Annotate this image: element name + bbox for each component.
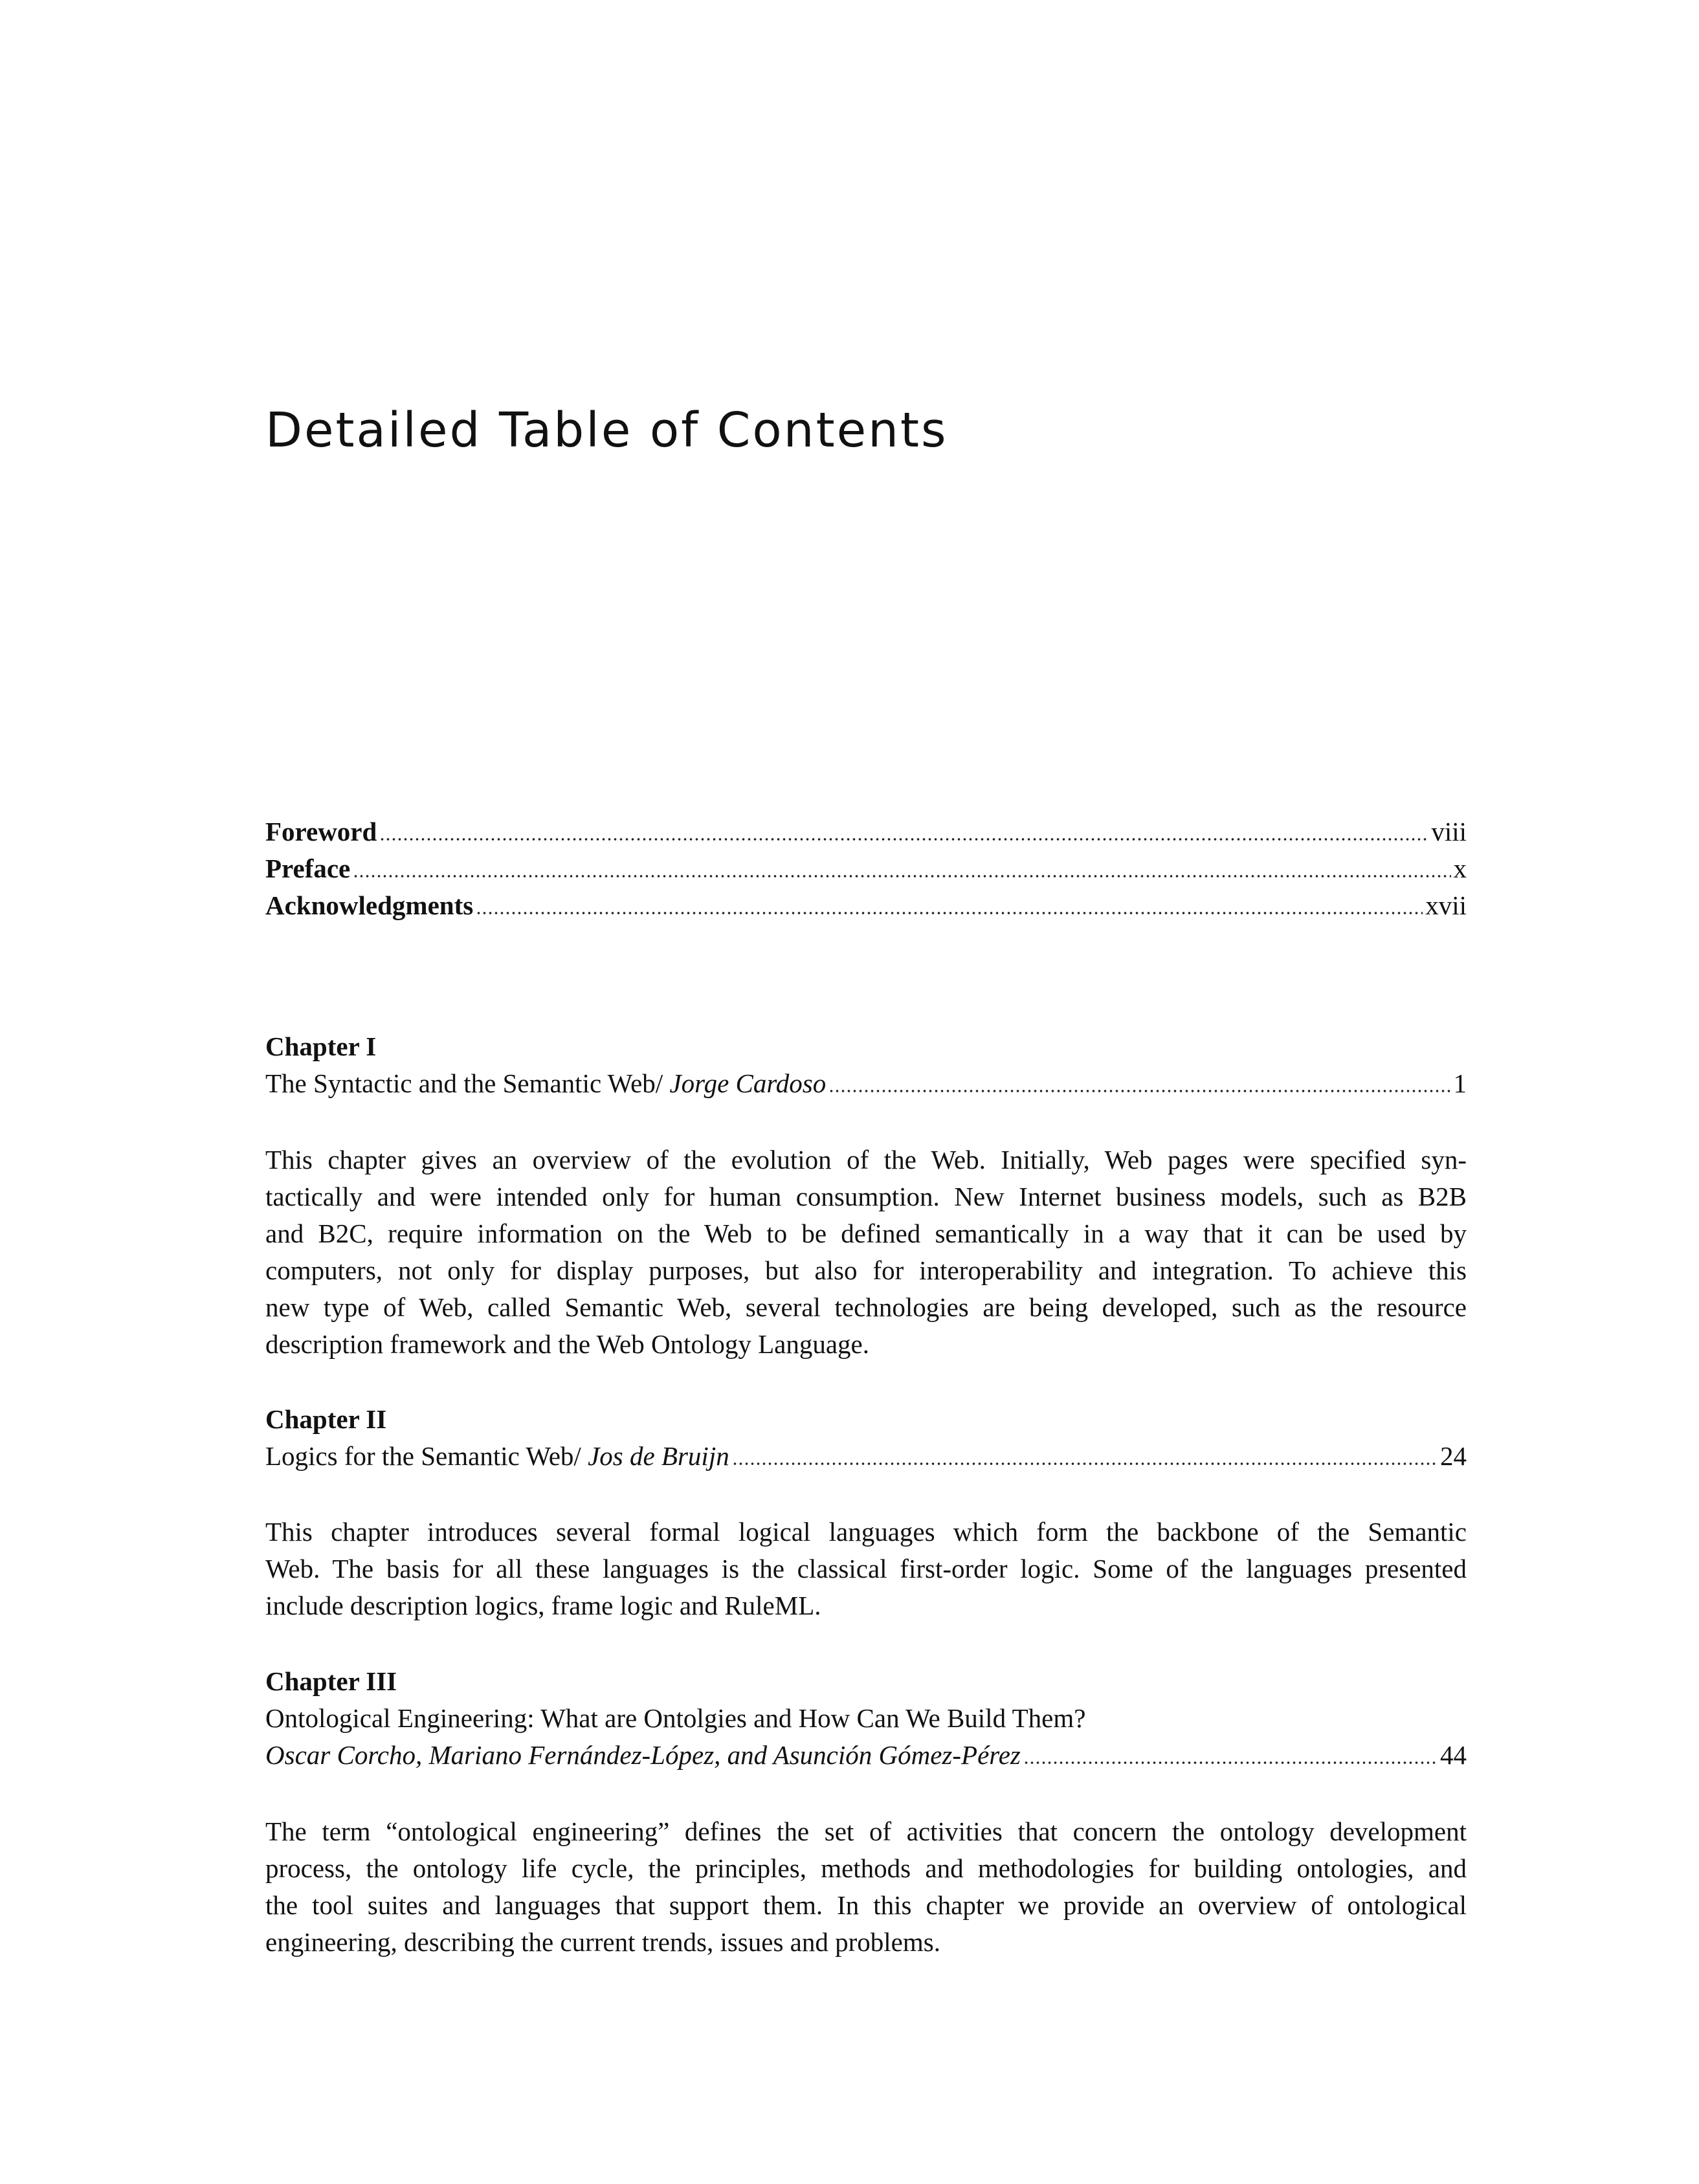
- chapter-1-abstract: [265, 1142, 1467, 1363]
- chapter-1-entry: [265, 1028, 1467, 1102]
- toc-entry-acknowledgments[interactable]: [265, 887, 1467, 924]
- abstract-line: This chapter gives an overview of the evolution of the Web. Initially, Web pages were specified syn-: [265, 1145, 1467, 1175]
- chapter-2-abstract: [265, 1514, 1467, 1624]
- chapter-title[interactable]: Ontological Engineering: What are Ontolgies and How Can We Build Them?: [265, 1703, 1086, 1733]
- chapter-page: 24: [1440, 1441, 1467, 1471]
- entry-page: xvii: [1425, 890, 1467, 920]
- chapter-authors: Jorge Cardoso: [669, 1068, 827, 1098]
- toc-entry-preface[interactable]: [265, 850, 1467, 887]
- chapter-heading: Chapter III: [265, 1666, 397, 1696]
- abstract-line: new type of Web, called Semantic Web, several technologies are being developed, such as the resource: [265, 1292, 1467, 1322]
- abstract-line: tactically and were intended only for human consumption. New Internet business models, such as B2B: [265, 1182, 1467, 1211]
- abstract-line: engineering, describing the current trends, issues and problems.: [265, 1927, 940, 1957]
- chapter-heading: Chapter II: [265, 1404, 387, 1434]
- entry-page: viii: [1431, 817, 1467, 846]
- chapter-page: 44: [1440, 1740, 1467, 1770]
- chapter-title-link[interactable]: [265, 1065, 1467, 1102]
- chapter-3-entry: [265, 1663, 1467, 1774]
- dot-leader: [476, 909, 1423, 915]
- abstract-line: The term “ontological engineering” defines the set of activities that concern the ontology development: [265, 1816, 1467, 1846]
- chapter-authors: Oscar Corcho, Mariano Fernández-López, and Asunción Gómez-Pérez: [265, 1740, 1021, 1770]
- chapter-authors-link[interactable]: [265, 1737, 1467, 1774]
- abstract-line: process, the ontology life cycle, the principles, methods and methodologies for building ontologies, and: [265, 1853, 1467, 1883]
- page-title: Detailed Table of Contents: [265, 403, 948, 458]
- chapter-title: The Syntactic and the Semantic Web/: [265, 1068, 663, 1098]
- dot-leader: [379, 835, 1428, 841]
- chapter-title-link[interactable]: [265, 1438, 1467, 1475]
- entry-page: x: [1453, 854, 1467, 883]
- entry-label: Foreword: [265, 817, 377, 846]
- abstract-line: description framework and the Web Ontology Language.: [265, 1329, 869, 1359]
- abstract-line: include description logics, frame logic and RuleML.: [265, 1591, 821, 1620]
- chapter-page: 1: [1453, 1068, 1467, 1098]
- front-matter-list: [265, 813, 1467, 924]
- abstract-line: and B2C, require information on the Web to be defined semantically in a way that it can be used by: [265, 1219, 1467, 1248]
- chapter-2-entry: [265, 1401, 1467, 1475]
- chapter-title: Logics for the Semantic Web/: [265, 1441, 581, 1471]
- chapter-authors: Jos de Bruijn: [588, 1441, 729, 1471]
- dot-leader: [732, 1459, 1438, 1466]
- abstract-line: This chapter introduces several formal logical languages which form the backbone of the Semantic: [265, 1517, 1467, 1547]
- abstract-line: the tool suites and languages that support them. In this chapter we provide an overview of ontological: [265, 1890, 1467, 1920]
- dot-leader: [353, 872, 1450, 878]
- entry-label: Preface: [265, 854, 351, 883]
- dot-leader: [828, 1086, 1450, 1093]
- dot-leader: [1023, 1758, 1438, 1765]
- chapter-heading: Chapter I: [265, 1031, 377, 1061]
- abstract-line: Web. The basis for all these languages is the classical first-order logic. Some of the languages presented: [265, 1554, 1467, 1583]
- entry-label: Acknowledgments: [265, 890, 474, 920]
- chapter-3-abstract: [265, 1813, 1467, 1961]
- abstract-line: computers, not only for display purposes, but also for interoperability and integration. To achieve this: [265, 1255, 1467, 1285]
- toc-entry-foreword[interactable]: [265, 813, 1467, 850]
